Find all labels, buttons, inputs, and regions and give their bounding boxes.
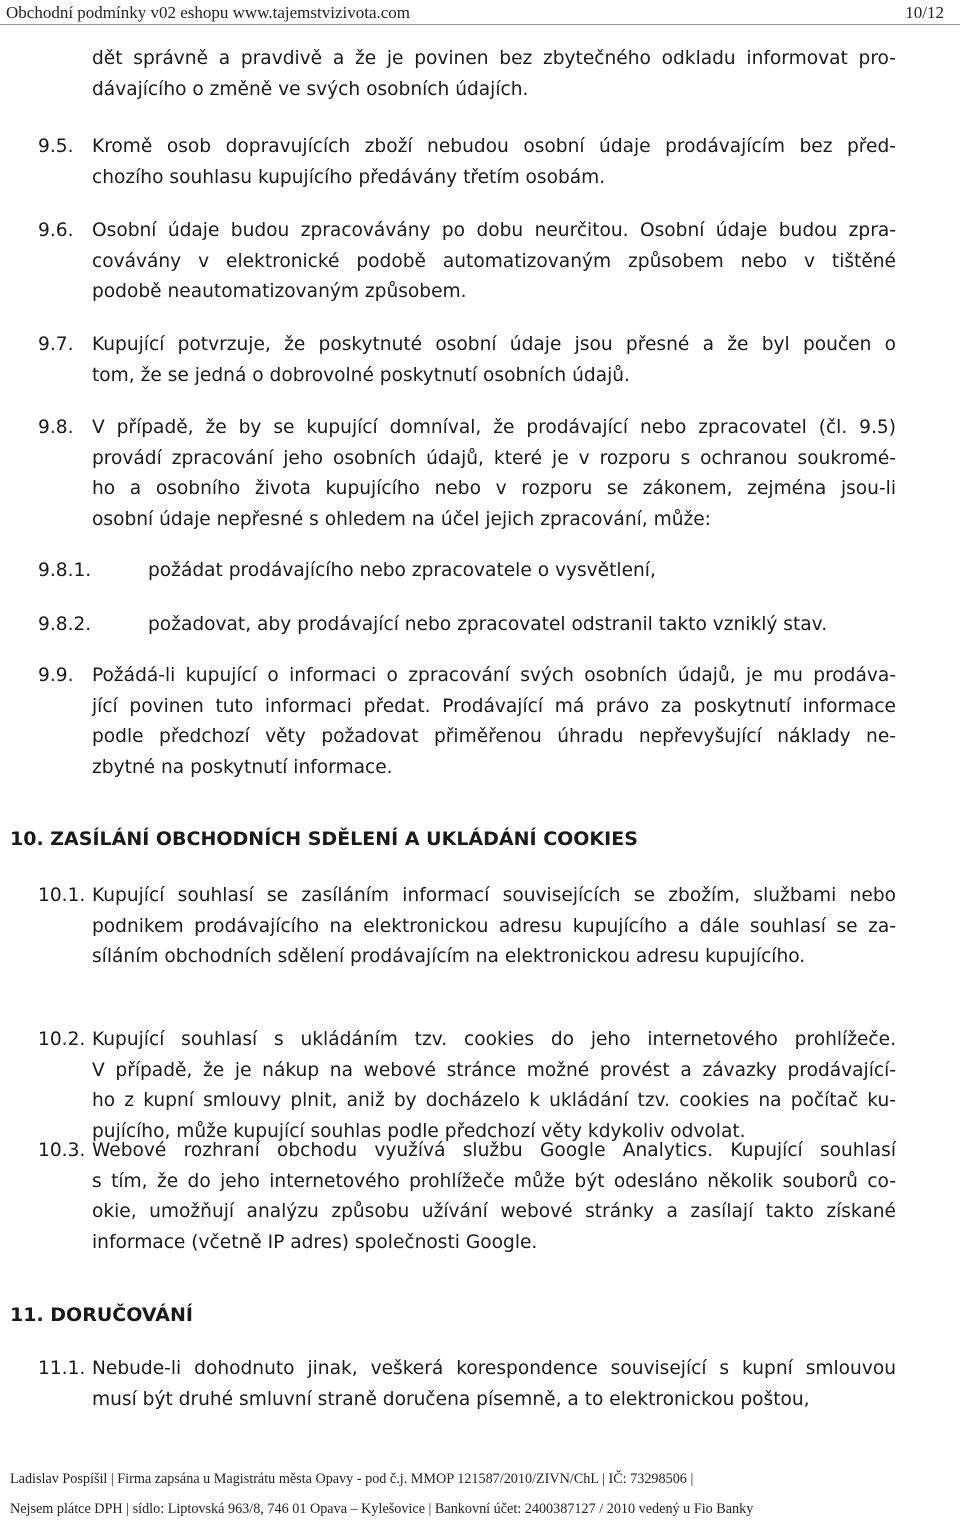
clause-text-line: požadovat, aby prodávající nebo zpracovatel odstranil takto vzniklý stav. bbox=[148, 614, 828, 635]
clause-text-line: V případě, že by se kupující domníval, že prodávající nebo zpracovatel (čl. 9.5) bbox=[92, 417, 896, 438]
clause-text-line: podobě neautomatizovaným způsobem. bbox=[92, 281, 467, 303]
clause-number: 9.9. bbox=[38, 665, 74, 686]
clause-text-line: tom, že se jedná o dobrovolné poskytnutí osobních údajů. bbox=[92, 364, 630, 386]
page-number: 10/12 bbox=[905, 3, 944, 22]
clause-number: 10.3. bbox=[38, 1140, 86, 1161]
clause-text-line: podnikem prodávajícího na elektronickou adresu kupujícího a dále souhlasí se za- bbox=[92, 915, 896, 937]
clause-text-line: covávány v elektronické podobě automatizovaným způsobem nebo v tištěné bbox=[92, 250, 896, 272]
clause-text-line: požádat prodávajícího nebo zpracovatele o vysvětlení, bbox=[148, 560, 656, 581]
clause-text-line: okie, umožňují analýzu způsobu užívání webové stránky a zasílají takto získané bbox=[92, 1201, 896, 1223]
clause-number: 11.1. bbox=[38, 1358, 86, 1379]
section-heading-10: 10. ZASÍLÁNÍ OBCHODNÍCH SDĚLENÍ A UKLÁDÁNÍ COOKIES bbox=[10, 828, 638, 850]
clause-text-line: ho z kupní smlouvy plnit, aniž by docházelo k ukládání tzv. cookies na počítač ku- bbox=[92, 1090, 896, 1112]
section-heading-11: 11. DORUČOVÁNÍ bbox=[10, 1304, 193, 1326]
clause-text-line: informace (včetně IP adres) společnosti Google. bbox=[92, 1231, 538, 1253]
clause-text-line: chozího souhlasu kupujícího předávány třetím osobám. bbox=[92, 166, 606, 188]
header-rule bbox=[0, 24, 960, 25]
clause-text-line: podle předchozí věty požadovat přiměřenou úhradu nepřevyšující náklady ne- bbox=[92, 726, 896, 748]
clause-number: 9.8.2. bbox=[38, 614, 92, 635]
clause-number: 9.6. bbox=[38, 220, 74, 241]
clause-number: 10.2. bbox=[38, 1029, 86, 1050]
clause-text-line: Nebude-li dohodnuto jinak, veškerá korespondence související s kupní smlouvou bbox=[92, 1358, 896, 1379]
clause-text-line: pujícího, může kupující souhlas podle předchozí věty kdykoliv odvolat. bbox=[92, 1120, 746, 1142]
clause-number: 9.5. bbox=[38, 136, 74, 157]
clause-text-line: Webové rozhraní obchodu využívá službu Google Analytics. Kupující souhlasí bbox=[92, 1140, 896, 1161]
clause-text-line: dávajícího o změně ve svých osobních údajích. bbox=[92, 78, 529, 100]
footer-line-2: Nejsem plátce DPH | sídlo: Liptovská 963/8, 746 01 Opava – Kylešovice | Bankovní účet: 2400387127 / 2010 vedený u Fio Banky bbox=[10, 1501, 754, 1517]
clause-text-line: s tím, že do jeho internetového prohlížeče může být odesláno několik souborů co- bbox=[92, 1170, 896, 1192]
clause-number: 9.8.1. bbox=[38, 560, 92, 581]
clause-text-line: dět správně a pravdivě a že je povinen bez zbytečného odkladu informovat pro- bbox=[92, 48, 896, 69]
footer-line-1: Ladislav Pospíšil | Firma zapsána u Magistrátu města Opavy - pod č.j. MMOP 121587/2010/ZIVN/ChL | IČ: 73298506 | bbox=[10, 1471, 694, 1487]
clause-number: 9.8. bbox=[38, 417, 74, 438]
clause-text-line: síláním obchodních sdělení prodávajícím na elektronickou adresu kupujícího. bbox=[92, 946, 806, 968]
clause-text-line: Kromě osob dopravujících zboží nebudou osobní údaje prodávajícím bez před- bbox=[92, 136, 896, 157]
page-header bbox=[0, 0, 960, 22]
clause-text-line: Kupující souhlasí se zasíláním informací souvisejících se zbožím, službami nebo bbox=[92, 885, 896, 906]
clause-number: 10.1. bbox=[38, 885, 86, 906]
clause-text-line: provádí zpracování jeho osobních údajů, které je v rozporu s ochranou soukromé- bbox=[92, 447, 896, 469]
clause-text-line: musí být druhé smluvní straně doručena písemně, a to elektronickou poštou, bbox=[92, 1388, 810, 1410]
clause-text-line: zbytné na poskytnutí informace. bbox=[92, 756, 393, 778]
clause-text-line: jící povinen tuto informaci předat. Prodávající má právo za poskytnutí informace bbox=[92, 695, 896, 717]
header-title: Obchodní podmínky v02 eshopu www.tajemstvizivota.com bbox=[6, 3, 411, 22]
clause-number: 9.7. bbox=[38, 334, 74, 355]
clause-text-line: Požádá-li kupující o informaci o zpracování svých osobních údajů, je mu prodáva- bbox=[92, 665, 896, 686]
clause-text-line: Kupující souhlasí s ukládáním tzv. cookies do jeho internetového prohlížeče. bbox=[92, 1029, 896, 1050]
clause-text-line: Osobní údaje budou zpracovávány po dobu neurčitou. Osobní údaje budou zpra- bbox=[92, 220, 896, 241]
clause-text-line: V případě, že je nákup na webové stránce možné provést a závazky prodávající- bbox=[92, 1059, 896, 1081]
clause-text-line: Kupující potvrzuje, že poskytnuté osobní údaje jsou přesné a že byl poučen o bbox=[92, 334, 896, 355]
clause-text-line: ho a osobního života kupujícího nebo v rozporu se zákonem, zejména jsou-li bbox=[92, 478, 896, 500]
clause-text-line: osobní údaje nepřesné s ohledem na účel jejich zpracování, může: bbox=[92, 508, 711, 530]
